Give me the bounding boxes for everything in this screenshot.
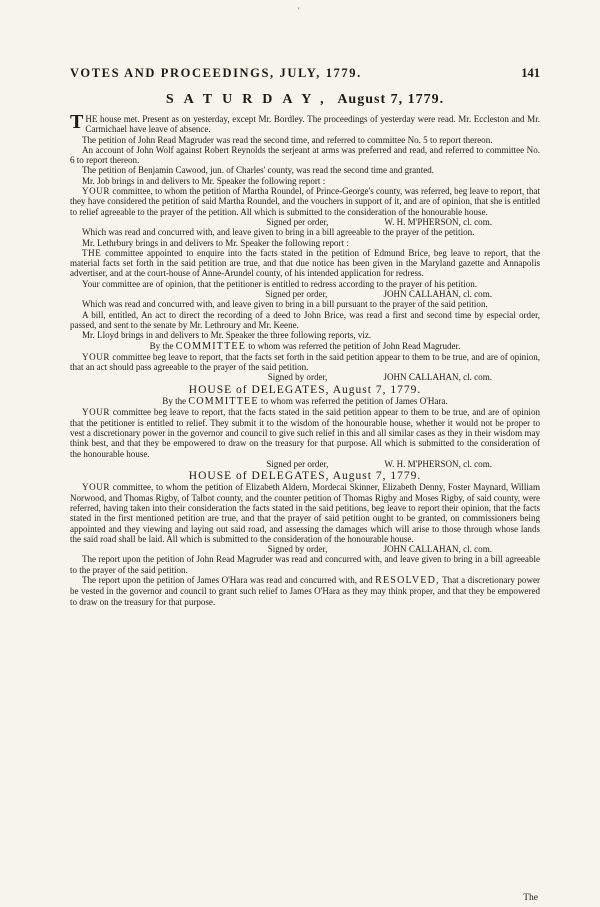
paragraph: The report upon the petition of James O'Hara was read and concurred with, and RESOLVED, That a discretionary power be vested in the governor and council to grant such relief to James O'Hara as they may think proper, and that they be empowered to draw on the treasury for that purpose. <box>70 575 541 607</box>
paragraph: YOUR committee beg leave to report, that the facts set forth in the said petition appear to them to be true, and are of opinion, that an act should pass agreeable to the prayer of the said petition. <box>70 351 540 373</box>
page-mark: ' <box>298 6 300 15</box>
paragraph: Your committee are of opinion, that the petitioner is entitled to redress according to the prayer of his petition. <box>82 278 478 289</box>
catchword: The <box>523 893 538 903</box>
page-number: 141 <box>521 66 540 80</box>
day-name: SATURDAY, <box>165 92 334 107</box>
section-heading: HOUSE of DELEGATES, August 7, 1779. <box>188 383 422 396</box>
paragraph: Mr. Lloyd brings in and delivers to Mr. Speaker the three following reports, viz. <box>82 330 372 341</box>
running-header <box>70 66 540 81</box>
paragraph: YOUR committee, to whom the petition of Martha Roundel, of Prince-George's county, was referred, beg leave to report, that they have considered the petition of said Martha Roundel, and the vouchers in support of it, and are of opinion, that she is entitled to relief agreeable to the prayer of the petition. All which is submitted to the consideration of the honourable house. <box>70 186 540 217</box>
day-heading <box>70 92 540 108</box>
paragraph: Which was read and concurred with, and leave given to bring in a bill agreeable to the prayer of the petition. <box>82 227 475 238</box>
paragraph: An account of John Wolf against Robert Reynolds the serjeant at arms was preferred and read, and referred to committee No. 6 to report thereon. <box>70 144 540 166</box>
paragraph: THE house met. Present as on yesterday, except Mr. Bordley. The proceedings of yesterday were read. Mr. Eccleston and Mr. Carmichael have leave of absence. <box>70 111 540 135</box>
header-title: VOTES AND PROCEEDINGS, JULY, 1779. <box>70 66 362 80</box>
section-heading: HOUSE of DELEGATES, August 7, 1779. <box>188 470 422 483</box>
committee-heading: By the COMMITTEE to whom was referred the petition of James O'Hara. <box>162 396 448 408</box>
signature-line: Signed per order, JOHN CALLAHAN, cl. com. <box>265 289 492 300</box>
paragraph: The petition of Benjamin Cawood, jun. of Charles' county, was read the second time and granted. <box>82 165 435 176</box>
paragraph: YOUR committee beg leave to report, that the facts stated in the said petition appear to them to be true, and are of opinion that the petitioner is entitled to relief. They submit it to the wisdom of the honourable house, whether it would not be proper to vest a discretionary power in the governor and council to give such relief in this and all similar cases as they in their wisdom may think best, and that they be empowered to draw on the treasury for that purpose. All which is submitted to the consideration of the honourable house. <box>70 407 540 459</box>
committee-heading: By the COMMITTEE to whom was referred the petition of John Read Magruder. <box>149 340 461 352</box>
signature-line: Signed per order, W. H. M'PHERSON, cl. com. <box>266 458 492 469</box>
day-date: August 7, 1779. <box>337 92 445 107</box>
signature-line: Signed by order, JOHN CALLAHAN, cl. com. <box>267 372 492 383</box>
paragraph: The petition of John Read Magruder was read the second time, and referred to committee No. 5 to report thereon. <box>82 134 493 145</box>
paragraph: The report upon the petition of John Read Magruder was read and concurred with, and leave given to bring in a bill agreeable to the prayer of the said petition. <box>70 554 540 575</box>
paragraph: Mr. Lethrbury brings in and delivers to Mr. Speaker the following report : <box>82 237 349 248</box>
signature-line: Signed by order, JOHN CALLAHAN, cl. com. <box>267 544 492 555</box>
document-body <box>70 111 541 607</box>
paragraph: Which was read and concurred with, and leave given to bring in a bill pursuant to the prayer of the said petition. <box>82 299 488 310</box>
paragraph: A bill, entitled, An act to direct the recording of a deed to John Brice, was read a first and second time by especial order, passed, and sent to the senate by Mr. Lethroury and Mr. Keene. <box>70 309 540 330</box>
drop-cap: T <box>70 111 84 133</box>
paragraph: THE committee appointed to enquire into the facts stated in the petition of Edmund Brice, beg leave to report, that the material facts set forth in the said petition are true, and that due notice has been given in the Maryland gazette and Annapolis advertiser, and at the court-house of Anne-Arundel county, of his intended application for redress. <box>70 247 540 279</box>
paragraph: YOUR committee, to whom the petition of Elizabeth Aldern, Mordecai Skinner, Elizabeth Denny, Foster Maynard, William Norwood, and Thomas Rigby, of Talbot county, and the counter petition of Thomas Rigby and Moses Rigby, of said county, were referred, having taken into their consideration the facts stated in the said petitions, beg leave to report their opinion, that the facts stated in the first mentioned petition are true, and that the prayer of said petition ought to be granted, on commissioners being appointed and they viewing and laying out said road, and assessing the damages which will arise to those through whose lands the said road shall be laid. All which is submitted to the consideration of the honourable house. <box>70 482 540 544</box>
signature-line: Signed per order, W. H. M'PHERSON, cl. com. <box>266 216 492 227</box>
paragraph: Mr. Job brings in and delivers to Mr. Speaker the following report : <box>82 175 326 186</box>
